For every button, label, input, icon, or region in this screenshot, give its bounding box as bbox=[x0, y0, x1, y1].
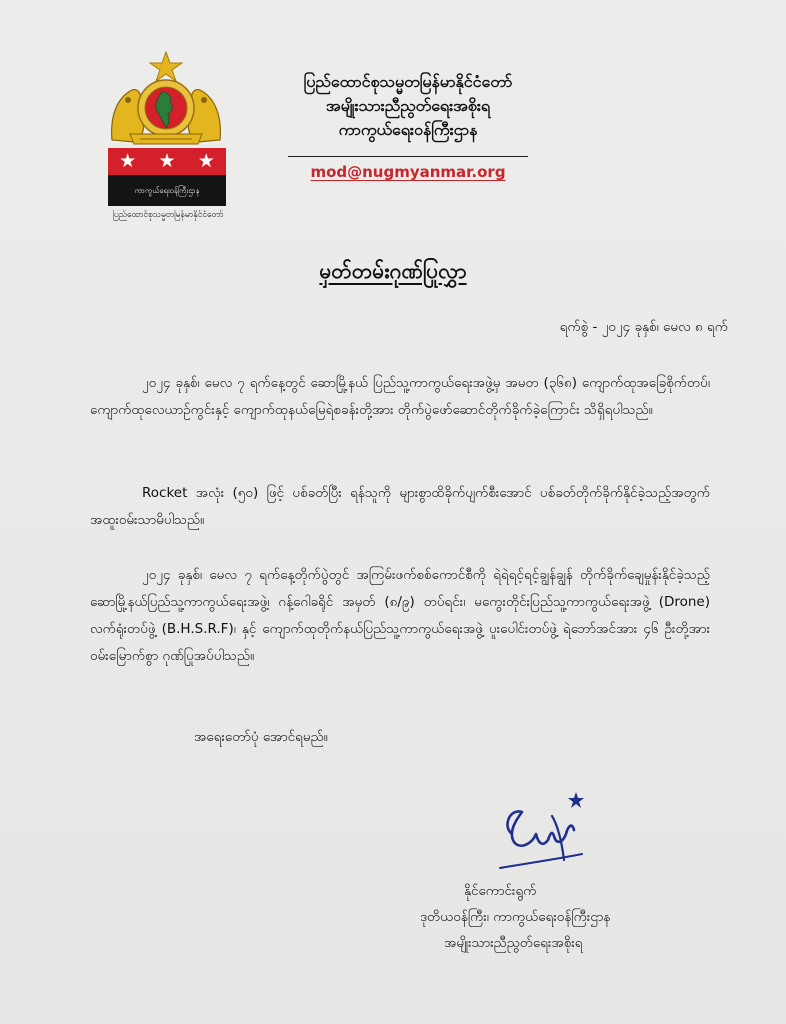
header-line-2: အမျိုးသားညီညွတ်ရေးအစိုးရ bbox=[325, 96, 491, 115]
paragraph-text: Rocket အလုံး (၅၀) ဖြင့် ပစ်ခတ်ပြီး ရန်သူကို များစွာထိခိုက်ပျက်စီးအောင် ပစ်ခတ်တိုက်ခိုက်နိုင်ခဲ့သည့်အတွက် အထူးဝမ်းသာမိပါသည်။ bbox=[90, 485, 710, 528]
body-paragraph-3 bbox=[90, 562, 710, 670]
document-title: မှတ်တမ်းဂုဏ်ပြုလွှာ bbox=[319, 259, 467, 283]
paragraph-text: ၂၀၂၄ ခုနှစ်၊ မေလ ၇ ရက်နေ့တွင် ဆောမြို့နယ် ပြည်သူ့ကာကွယ်ရေးအဖွဲ့မှ အမတ (၃၆၈) ကျောက်ထုအခြေစိုက်တပ်၊ ကျောက်ထုလေယာဉ်ကွင်းနှင့် ကျောက်ထုနယ်မြေရဲစခန်းတို့အား တိုက်ပွဲဖော်ဆောင်တိုက်ခိုက်ခဲ့ကြောင်း သိရှိရပါသည်။ bbox=[90, 375, 710, 418]
flag-stars bbox=[108, 148, 226, 175]
document-date: ရက်စွဲ - ၂၀၂၄ ခုနှစ်၊ မေလ ၈ ရက် bbox=[559, 319, 728, 335]
header-line-3: ကာကွယ်ရေးဝန်ကြီးဌာန bbox=[338, 120, 478, 139]
letterhead bbox=[258, 70, 558, 181]
emblem-caption: ပြည်ထောင်စုသမ္မတမြန်မာနိုင်ငံတော် bbox=[112, 210, 224, 220]
closing-slogan: အရေးတော်ပုံ အောင်ရမည်။ bbox=[194, 729, 328, 745]
header-email-link[interactable]: mod@nugmyanmar.org bbox=[310, 163, 506, 181]
signatory-organization: အမျိုးသားညီညွတ်ရေးအစိုးရ bbox=[444, 935, 583, 951]
star-icon: ★ bbox=[119, 150, 137, 172]
header-line-1: ပြည်ထောင်စုသမ္မတမြန်မာနိုင်ငံတော် bbox=[303, 72, 513, 91]
star-icon: ★ bbox=[158, 150, 176, 172]
body-paragraph-2 bbox=[90, 480, 710, 534]
ministry-flag bbox=[108, 148, 226, 206]
flag-label: ကာကွယ်ရေးဝန်ကြီးဌာန bbox=[108, 175, 226, 206]
state-emblem-icon bbox=[106, 48, 226, 148]
signature-icon bbox=[492, 786, 592, 876]
paragraph-text: ၂၀၂၄ ခုနှစ်၊ မေလ ၇ ရက်နေ့တိုက်ပွဲတွင် အကြမ်းဖက်စစ်ကောင်စီကို ရဲရဲရင့်ရင့်ချွန်ချွန် တိုက်ခိုက်ချေမှုန်းနိုင်ခဲ့သည့် ဆောမြို့နယ်ပြည်သူ့ကာကွယ်ရေးအဖွဲ့၊ ဂန့်ဂေါခရိုင် အမှတ် (၈/၉) တပ်ရင်း၊ မကွေးတိုင်းပြည်သူ့ကာကွယ်ရေးအဖွဲ့ (Drone) လက်ရုံးတပ်ဖွဲ့ (B.H.S.R.F)၊ နှင့် ကျောက်ထုတိုက်နယ်ပြည်သူ့ကာကွယ်ရေးအဖွဲ့ ပူးပေါင်းတပ်ဖွဲ့ ရဲဘော်အင်အား ၄၆ ဦးတို့အား ဝမ်းမြောက်စွာ ဂုဏ်ပြုအပ်ပါသည်။ bbox=[90, 567, 710, 664]
signatory-name: နိုင်ကောင်းရွက် bbox=[464, 883, 537, 899]
header-divider bbox=[288, 156, 528, 157]
signatory-position: ဒုတိယဝန်ကြီး၊ ကာကွယ်ရေးဝန်ကြီးဌာန bbox=[420, 909, 611, 925]
signatory-block bbox=[420, 878, 680, 956]
body-paragraph-1 bbox=[90, 370, 710, 424]
star-icon: ★ bbox=[197, 150, 215, 172]
